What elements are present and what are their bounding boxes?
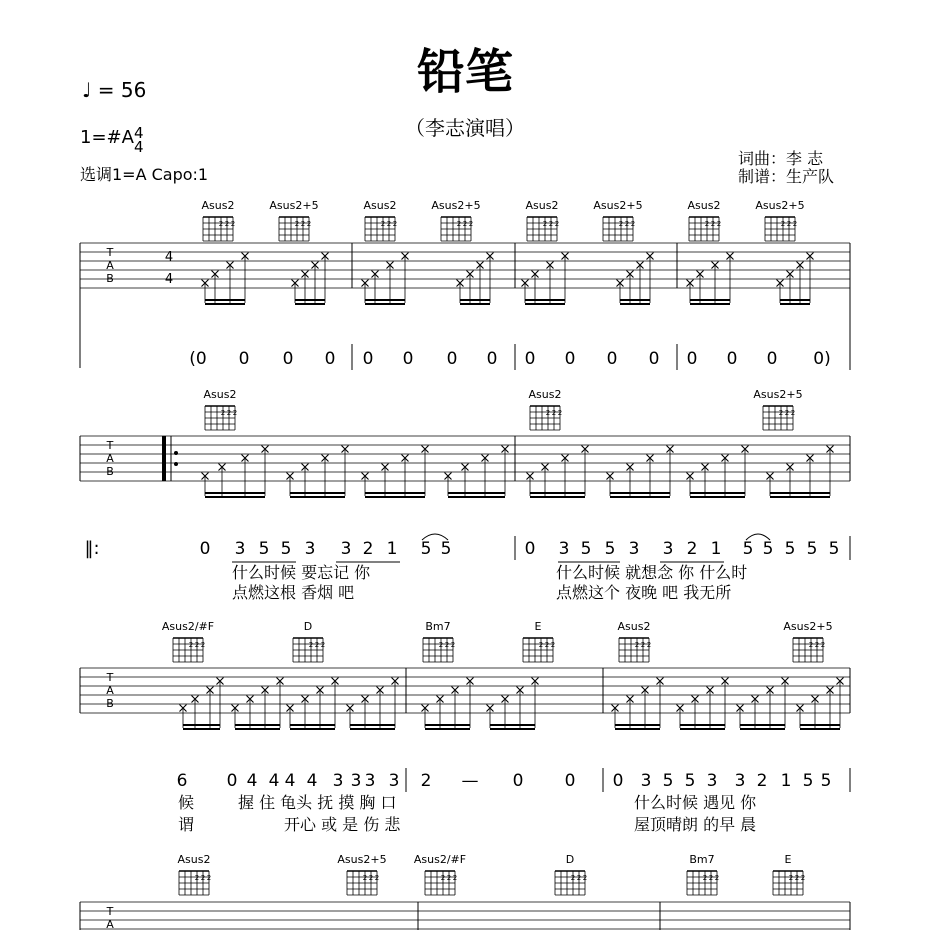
jianpu-r2-note: 3 (662, 539, 674, 559)
svg-text:2: 2 (226, 409, 232, 417)
chord-r1-2-diagram (365, 217, 397, 241)
tab-staff-2-letter-t: T (106, 439, 114, 452)
lyrics-r2-line1b: 什么时候 就想念 你 什么时 (556, 563, 748, 582)
chord-r4-0-label: Asus2 (177, 853, 211, 866)
jianpu-r3-note: 3 (640, 771, 652, 791)
jianpu-r3-note: 0 (564, 771, 576, 791)
tab-staff-2-letter-b: B (106, 465, 114, 478)
chord-r4-3-diagram (555, 871, 587, 895)
jianpu-r3-note: 2 (756, 771, 768, 791)
jianpu-r3-note: 5 (662, 771, 674, 791)
chord-r4-5-diagram (773, 871, 805, 895)
svg-text:2: 2 (570, 874, 576, 882)
jianpu-r3-note: 5 (820, 771, 832, 791)
jianpu-r3-note: 3 (706, 771, 718, 791)
svg-text:2: 2 (438, 641, 444, 649)
chord-r3-1-label: D (303, 620, 313, 633)
svg-text:2: 2 (468, 220, 474, 228)
tab-staff-4-letter-t: T (106, 905, 114, 918)
jianpu-r1-note: 0 (486, 349, 498, 369)
svg-text:2: 2 (710, 220, 716, 228)
svg-text:2: 2 (630, 220, 636, 228)
svg-text:2: 2 (814, 641, 820, 649)
jianpu-r2-note: 1 (710, 539, 722, 559)
chord-r1-1-diagram (279, 217, 311, 241)
jianpu-r1-note: 0 (686, 349, 698, 369)
jianpu-r2-note: 0 (524, 539, 536, 559)
time-sig-top: 4 (134, 124, 144, 142)
jianpu-r2-note: 2 (686, 539, 698, 559)
svg-text:2: 2 (218, 220, 224, 228)
svg-text:2: 2 (194, 641, 200, 649)
jianpu-r2-note: 5 (784, 539, 796, 559)
chord-r1-2-label: Asus2 (363, 199, 397, 212)
svg-text:2: 2 (368, 874, 374, 882)
lyrics-r3-line1c: 什么时候 遇见 你 (634, 793, 757, 812)
chord-r4-2-diagram (425, 871, 457, 895)
jianpu-r3-note: 0 (512, 771, 524, 791)
jianpu-r2-note: 5 (440, 539, 452, 559)
lyrics-r3-line2b: 开心 或 是 伤 悲 (284, 815, 401, 834)
svg-text:2: 2 (582, 874, 588, 882)
chord-r1-7-diagram (765, 217, 797, 241)
jianpu-r3-note: 4 (306, 771, 318, 791)
svg-text:2: 2 (646, 641, 652, 649)
chord-r3-0-diagram (173, 638, 205, 662)
lyrics-r2-line1a: 什么时候 要忘记 你 (232, 563, 371, 582)
repeat-dot (174, 451, 178, 455)
svg-text:2: 2 (554, 220, 560, 228)
jianpu-r3-note: 0 (226, 771, 238, 791)
jianpu-r2-note: 5 (604, 539, 616, 559)
jianpu-r1-note: 0 (648, 349, 660, 369)
svg-text:2: 2 (232, 409, 238, 417)
repeat-dot (174, 462, 178, 466)
chord-r1-6-diagram (689, 217, 721, 241)
jianpu-r2-note: 3 (340, 539, 352, 559)
jianpu-r1-note: 0 (766, 349, 778, 369)
jianpu-r3-note: 1 (780, 771, 792, 791)
svg-text:2: 2 (716, 220, 722, 228)
jianpu-r2-note: 5 (762, 539, 774, 559)
tab-staff-1-letter-t: T (106, 246, 114, 259)
jianpu-r3-note: 3 (388, 771, 400, 791)
jianpu-r3-note: 6 (176, 771, 188, 791)
jianpu-r1-note: 0 (324, 349, 336, 369)
credit-lyrics-music: 词曲：李 志 (738, 149, 824, 168)
jianpu-r2-note: 3 (558, 539, 570, 559)
chord-r4-1-diagram (347, 871, 379, 895)
svg-text:2: 2 (440, 874, 446, 882)
svg-text:2: 2 (790, 409, 796, 417)
chord-r4-0-diagram (179, 871, 211, 895)
svg-text:2: 2 (362, 874, 368, 882)
chord-r3-0-label: Asus2/#F (161, 620, 215, 633)
chord-r4-1-label: Asus2+5 (337, 853, 387, 866)
svg-text:2: 2 (794, 874, 800, 882)
tab1-timesig-bottom: 4 (164, 272, 174, 287)
lyrics-r3-line1a: 候 (178, 793, 195, 812)
chord-r3-3-label: E (534, 620, 542, 633)
chord-r4-2-label: Asus2/#F (413, 853, 467, 866)
jianpu-r3-note: 5 (684, 771, 696, 791)
svg-text:2: 2 (640, 641, 646, 649)
chord-r3-4-diagram (619, 638, 651, 662)
tempo-marking: ♩ = 56 (82, 78, 147, 102)
svg-text:2: 2 (624, 220, 630, 228)
svg-text:2: 2 (542, 220, 548, 228)
jianpu-r1-note: 0 (564, 349, 576, 369)
svg-text:2: 2 (450, 641, 456, 649)
svg-text:2: 2 (220, 409, 226, 417)
svg-text:2: 2 (784, 409, 790, 417)
svg-text:2: 2 (714, 874, 720, 882)
chord-r1-1-label: Asus2+5 (269, 199, 319, 212)
chord-r3-5-diagram (793, 638, 825, 662)
svg-text:2: 2 (576, 874, 582, 882)
jianpu-r2-note: 5 (420, 539, 432, 559)
song-title: 铅笔 (416, 44, 513, 100)
svg-text:2: 2 (194, 874, 200, 882)
svg-text:2: 2 (786, 220, 792, 228)
chord-r1-0-diagram (203, 217, 235, 241)
lyrics-r2-line2a: 点燃这根 香烟 吧 (232, 583, 355, 602)
svg-text:2: 2 (820, 641, 826, 649)
svg-text:2: 2 (780, 220, 786, 228)
chord-r2-2-label: Asus2+5 (753, 388, 803, 401)
jianpu-r1-note: 0) (813, 349, 831, 369)
jianpu-r2-note: 2 (362, 539, 374, 559)
jianpu-r1-note: (0 (189, 349, 207, 369)
jianpu-r3-note: 3 (734, 771, 746, 791)
svg-text:2: 2 (551, 409, 557, 417)
jianpu-r2-note: 5 (280, 539, 292, 559)
jianpu-r3-note: 4 (284, 771, 296, 791)
svg-text:2: 2 (550, 641, 556, 649)
svg-text:2: 2 (462, 220, 468, 228)
lyrics-r3-line1b: 握 住 龟头 抚 摸 胸 口 (238, 793, 397, 812)
jianpu-r2-note: 3 (234, 539, 246, 559)
svg-text:2: 2 (800, 874, 806, 882)
svg-text:2: 2 (704, 220, 710, 228)
chord-r1-4-label: Asus2 (525, 199, 559, 212)
jianpu-r2-note: 0 (199, 539, 211, 559)
lyrics-r3-line2a: 谓 (178, 815, 195, 834)
svg-text:2: 2 (224, 220, 230, 228)
jianpu-r1-note: 0 (282, 349, 294, 369)
svg-text:2: 2 (300, 220, 306, 228)
chord-r1-6-label: Asus2 (687, 199, 721, 212)
tab-staff-2-letter-a: A (106, 452, 114, 465)
jianpu-r1-note: 0 (402, 349, 414, 369)
tab-staff-3-letter-b: B (106, 697, 114, 710)
svg-text:2: 2 (808, 641, 814, 649)
svg-text:2: 2 (548, 220, 554, 228)
chord-r1-4-diagram (527, 217, 559, 241)
jianpu-r3-note: 5 (802, 771, 814, 791)
svg-text:2: 2 (314, 641, 320, 649)
jianpu-r2-note: 3 (304, 539, 316, 559)
svg-text:2: 2 (452, 874, 458, 882)
jianpu-r2-note: 1 (386, 539, 398, 559)
jianpu-r2-note: 3 (628, 539, 640, 559)
svg-text:2: 2 (200, 874, 206, 882)
svg-text:2: 2 (634, 641, 640, 649)
jianpu-r1-note: 0 (524, 349, 536, 369)
chord-r4-4-diagram (687, 871, 719, 895)
time-signature (134, 126, 144, 154)
svg-text:2: 2 (380, 220, 386, 228)
chord-r1-5-label: Asus2+5 (593, 199, 643, 212)
svg-text:2: 2 (544, 641, 550, 649)
svg-text:2: 2 (230, 220, 236, 228)
svg-text:2: 2 (778, 409, 784, 417)
jianpu-r2-note: 5 (742, 539, 754, 559)
lyrics-r2-line2b: 点燃这个 夜晚 吧 我无所 (556, 583, 732, 602)
chord-r3-2-label: Bm7 (425, 620, 451, 633)
tab-staff-3-letter-t: T (106, 671, 114, 684)
jianpu-r1-note: 0 (606, 349, 618, 369)
jianpu-r1-note: 0 (362, 349, 374, 369)
capo-info: 选调1=A Capo:1 (80, 165, 209, 184)
svg-text:2: 2 (456, 220, 462, 228)
svg-text:2: 2 (386, 220, 392, 228)
svg-text:2: 2 (446, 874, 452, 882)
jianpu-r3-note: 3 (332, 771, 344, 791)
chord-r1-3-label: Asus2+5 (431, 199, 481, 212)
chord-r1-7-label: Asus2+5 (755, 199, 805, 212)
tab-staff-4-letter-a: A (106, 918, 114, 930)
svg-text:2: 2 (306, 220, 312, 228)
jianpu-r3-note: 0 (612, 771, 624, 791)
chord-r2-1-label: Asus2 (528, 388, 562, 401)
svg-text:2: 2 (206, 874, 212, 882)
svg-text:2: 2 (618, 220, 624, 228)
svg-text:2: 2 (200, 641, 206, 649)
credit-transcriber: 制谱：生产队 (738, 167, 835, 186)
jianpu-r3-note: 4 (246, 771, 258, 791)
jianpu-repeat-sign: ‖: (84, 538, 100, 559)
tab1-timesig-top: 4 (164, 250, 174, 265)
chord-r3-5-label: Asus2+5 (783, 620, 833, 633)
svg-text:2: 2 (308, 641, 314, 649)
svg-text:2: 2 (545, 409, 551, 417)
svg-text:2: 2 (392, 220, 398, 228)
chord-r3-4-label: Asus2 (617, 620, 651, 633)
svg-text:2: 2 (320, 641, 326, 649)
chord-r4-3-label: D (565, 853, 575, 866)
jianpu-r1-note: 0 (446, 349, 458, 369)
chord-r2-2-diagram (763, 406, 795, 430)
svg-text:2: 2 (538, 641, 544, 649)
jianpu-r2-note: 5 (258, 539, 270, 559)
chord-r1-0-label: Asus2 (201, 199, 235, 212)
chord-r4-4-label: Bm7 (689, 853, 715, 866)
jianpu-r3-note: 4 (268, 771, 280, 791)
jianpu-r2-note: 5 (580, 539, 592, 559)
chord-r3-1-diagram (293, 638, 325, 662)
svg-text:2: 2 (557, 409, 563, 417)
chord-r3-3-diagram (523, 638, 555, 662)
jianpu-r3-note: 3 (350, 771, 362, 791)
jianpu-r3-note: 2 (420, 771, 432, 791)
jianpu-r2-note: 5 (828, 539, 840, 559)
svg-text:2: 2 (788, 874, 794, 882)
chord-r2-1-diagram (530, 406, 562, 430)
chord-r4-5-label: E (784, 853, 792, 866)
tab-staff-3-letter-a: A (106, 684, 114, 697)
jianpu-r1-note: 0 (726, 349, 738, 369)
svg-text:2: 2 (792, 220, 798, 228)
key-signature: 1=#A (80, 127, 134, 148)
jianpu-r3-note: 3 (364, 771, 376, 791)
song-subtitle: （李志演唱） (405, 116, 525, 140)
time-sig-bottom: 4 (134, 138, 144, 156)
svg-text:2: 2 (444, 641, 450, 649)
chord-r3-2-diagram (423, 638, 455, 662)
svg-text:2: 2 (708, 874, 714, 882)
lyrics-r3-line2c: 屋顶晴朗 的早 晨 (634, 815, 757, 834)
chord-r1-5-diagram (603, 217, 635, 241)
svg-text:2: 2 (188, 641, 194, 649)
chord-r1-3-diagram (441, 217, 473, 241)
chord-r2-0-diagram (205, 406, 237, 430)
tab-staff-1-letter-a: A (106, 259, 114, 272)
tab-staff-1-letter-b: B (106, 272, 114, 285)
jianpu-r3-note: — (461, 771, 479, 791)
chord-r2-0-label: Asus2 (203, 388, 237, 401)
jianpu-r1-note: 0 (238, 349, 250, 369)
svg-text:2: 2 (294, 220, 300, 228)
svg-text:2: 2 (702, 874, 708, 882)
jianpu-r2-note: 5 (806, 539, 818, 559)
svg-text:2: 2 (374, 874, 380, 882)
